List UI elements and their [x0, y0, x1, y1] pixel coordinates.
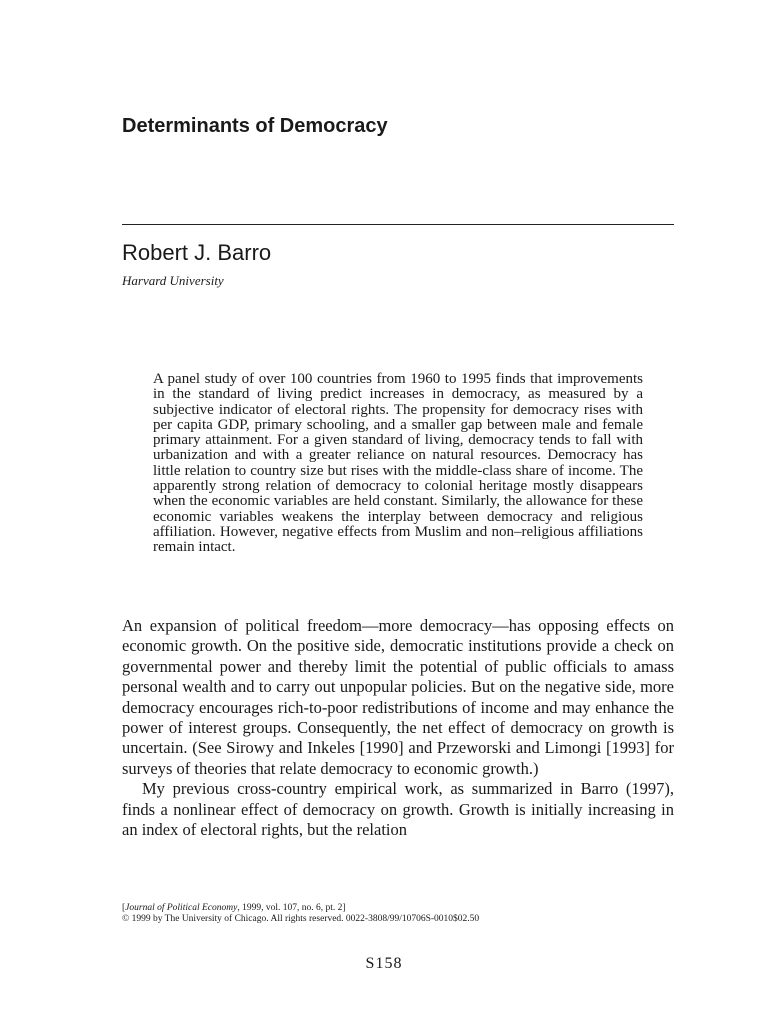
author-affiliation: Harvard University	[122, 273, 224, 288]
article-title: Determinants of Democracy	[122, 115, 388, 137]
abstract: A panel study of over 100 countries from 1960 to 1995 finds that improvements in the standard of living predict increases in democracy, as measured by a subjective indicator of electoral rights. The propensity for democracy rises with per capita GDP, primary schooling, and a smaller gap between male and female primary attainment. For a given standard of living, democracy tends to fall with urbanization and with a greater reliance on natural resources. Democracy has little relation to country size but rises with the middle-class share of income. The apparently strong relation of democracy to colonial heritage mostly disappears when the economic variables are held constant. Similarly, the allowance for these economic variables weakens the interplay between democracy and religious affiliation. However, negative effects from Muslim and non–religious affiliations remain intact.	[153, 371, 643, 556]
author-name: Robert J. Barro	[122, 240, 272, 265]
body-paragraph: An expansion of political freedom—more democracy—has opposing effects on economic growth. On the positive side, democratic institutions provide a check on governmental power and thereby limit the potential of public officials to amass personal wealth and to carry out unpopular policies. But on the negative side, more democracy encourages rich-to-poor redistributions of income and may enhance the power of interest groups. Consequently, the net effect of democracy on growth is uncertain. (See Sirowy and Inkeles [1990] and Przeworski and Limongi [1993] for surveys of theories that relate democracy to economic growth.)	[122, 616, 674, 778]
title-divider	[122, 224, 674, 225]
body-text	[122, 616, 674, 840]
citation-bracket: [	[122, 903, 126, 913]
journal-name: Journal of Political Economy	[125, 903, 238, 913]
copyright-notice: © 1999 by The University of Chicago. All rights reserved. 0022-3808/99/10706S-0010$02.50	[122, 914, 480, 924]
citation-details: , 1999, vol. 107, no. 6, pt. 2]	[237, 903, 346, 913]
journal-citation	[122, 903, 682, 914]
body-paragraph: My previous cross-country empirical work, as summarized in Barro (1997), finds a nonlinear effect of democracy on growth. Growth is initially increasing in an index of electoral rights, but the relation	[122, 779, 674, 840]
footnote	[122, 903, 682, 925]
page-number: S158	[365, 955, 403, 972]
